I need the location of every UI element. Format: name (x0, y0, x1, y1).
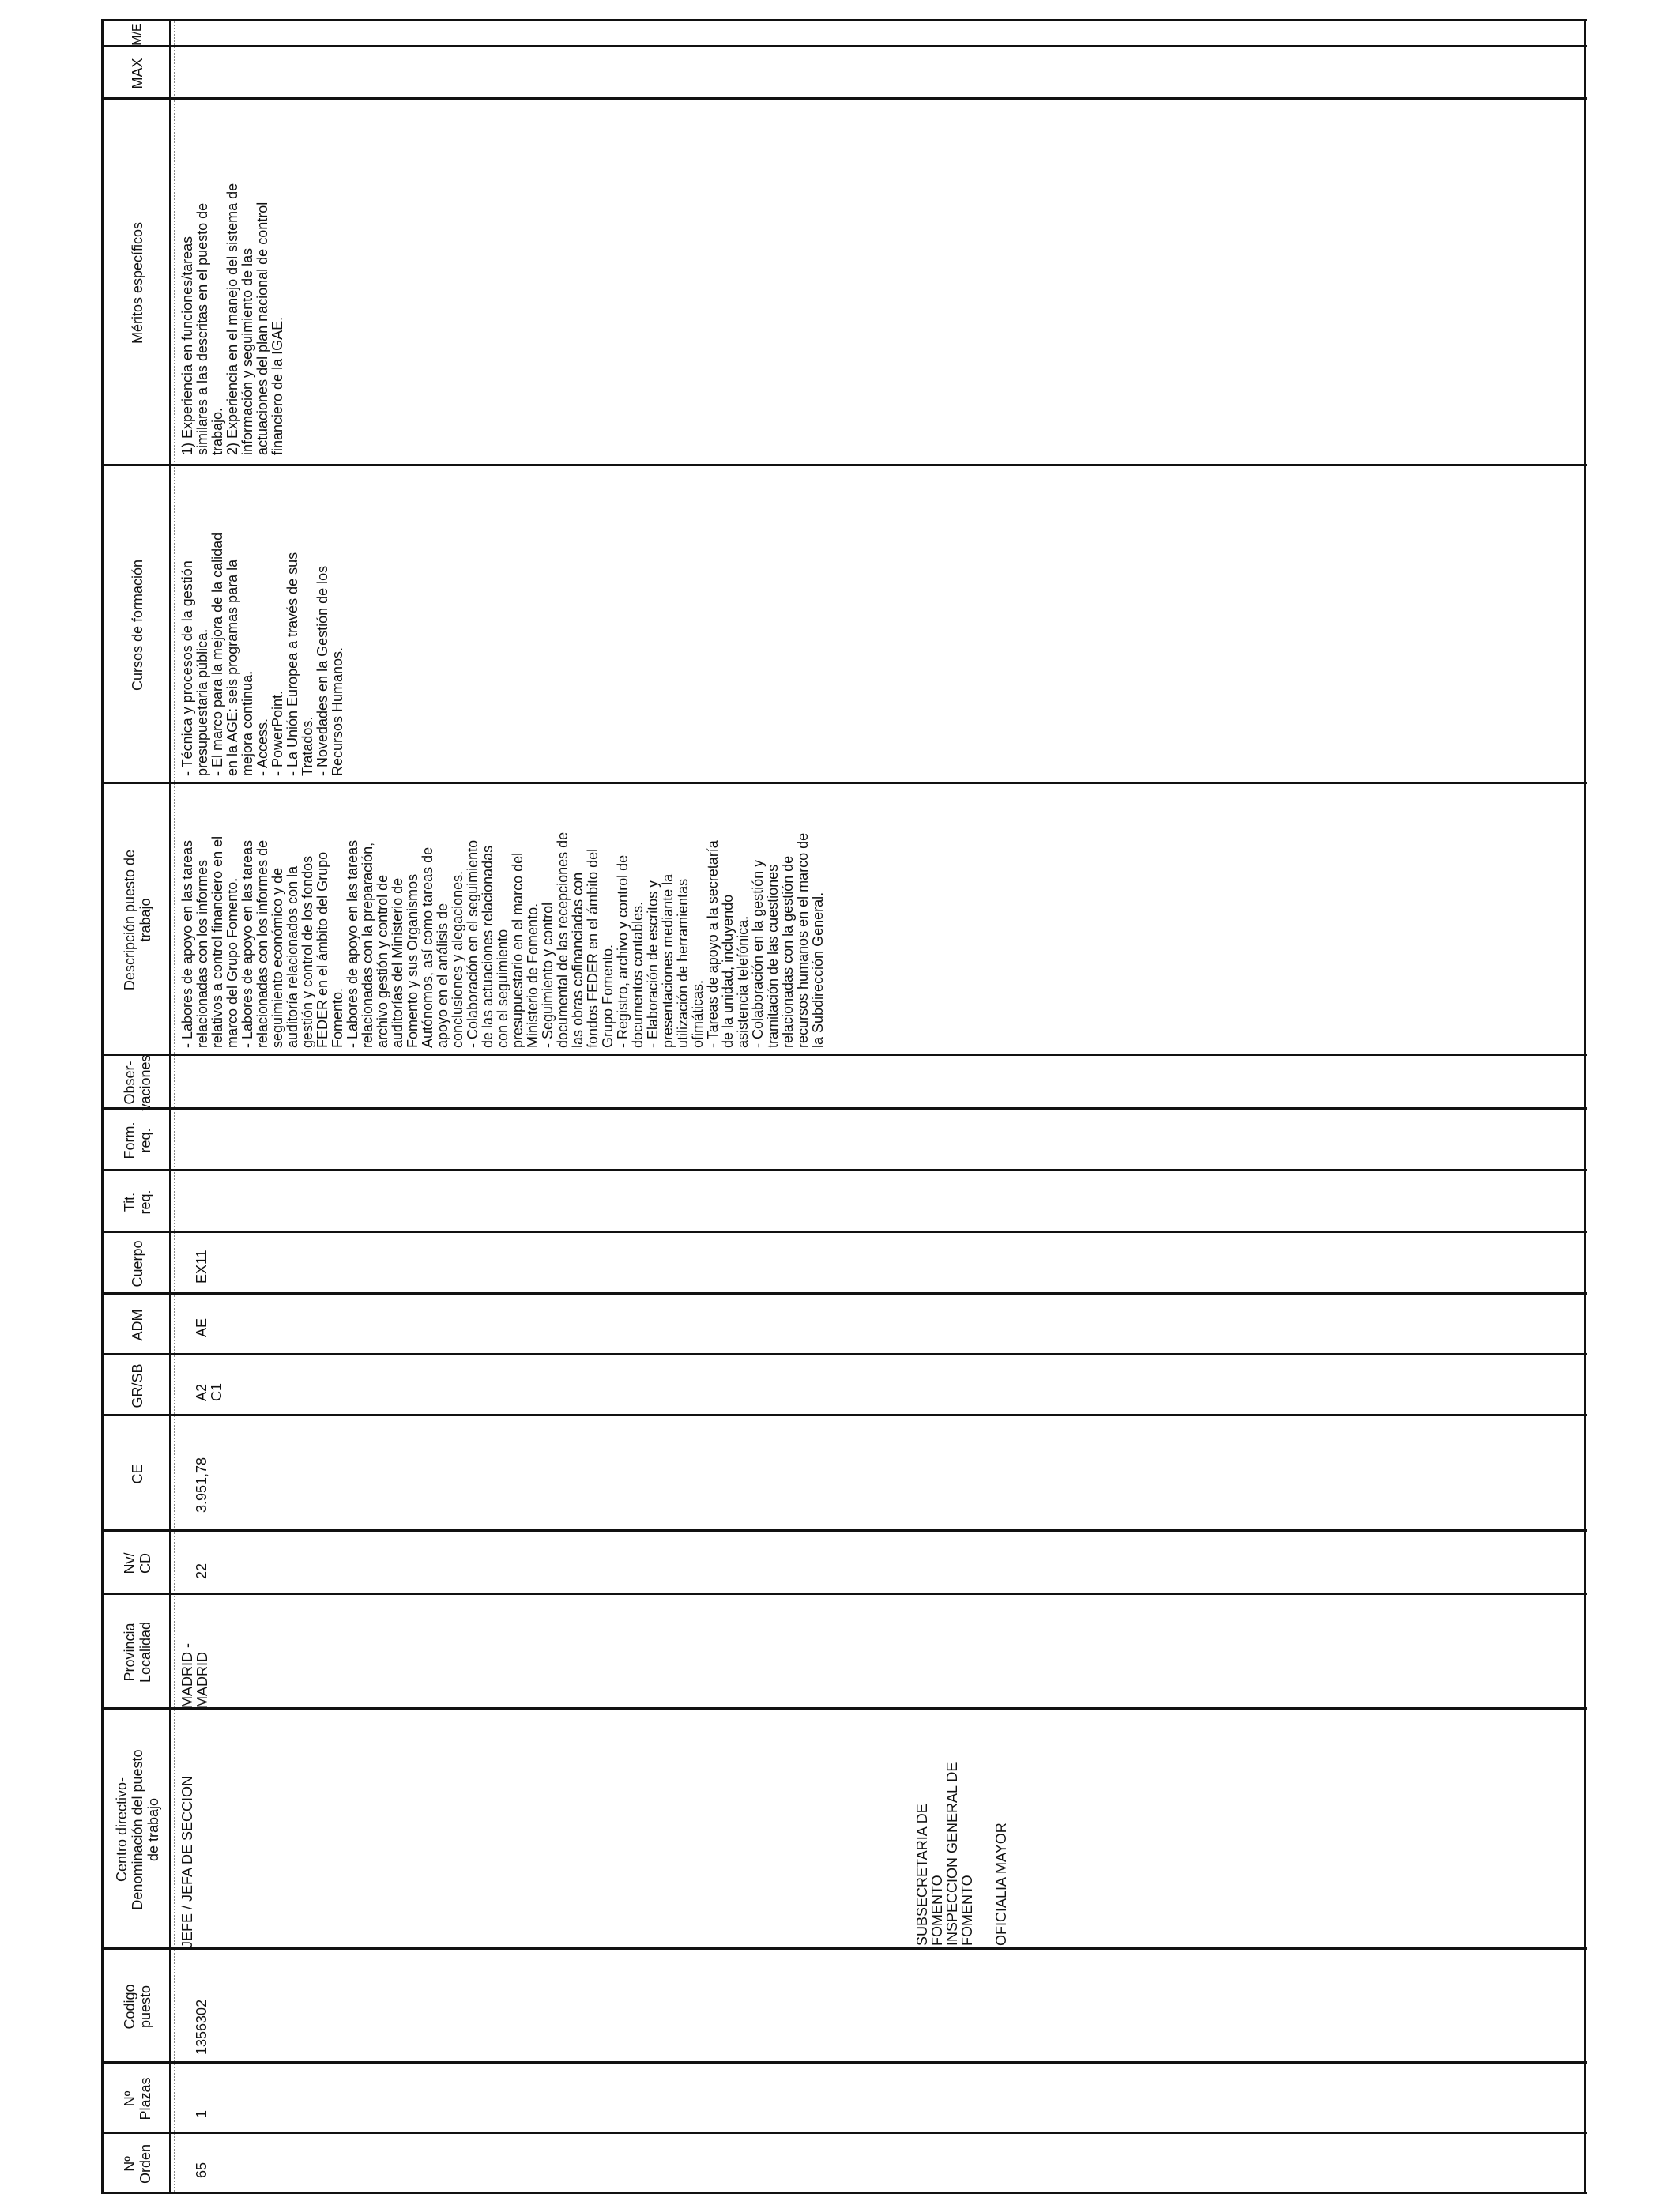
header-n-orden: Nº Orden (122, 2143, 153, 2185)
header-provincia-localidad: Provincia Localidad (122, 1621, 153, 1683)
header-codigo-puesto: Codigo puesto (122, 1984, 153, 2030)
rotated-table (101, 19, 1587, 2194)
cell-codigo-puesto: 1356302 (194, 1999, 209, 2055)
col-border (101, 1107, 1587, 1110)
header-meritos: Méritos específicos (130, 221, 145, 345)
header-descripcion: Descripción puesto de trabajo (122, 849, 153, 991)
col-border (101, 97, 1587, 100)
header-tit-req: Tit. req. (122, 1189, 153, 1215)
cell-nv-cd: 22 (194, 1563, 209, 1579)
cell-adm: AE (194, 1318, 209, 1337)
col-border (101, 19, 1587, 21)
cell-unidad: OFICIALIA MAYOR (993, 1823, 1009, 1946)
col-border (101, 1292, 1587, 1295)
cell-meritos: 1) Experiencia en funciones/tareas similares a las descritas en el puesto de trabajo. 2) Experiencia en el manejo del sistema de información y seguimiento de las actuaciones del plan nacional de control financiero de la IGAE. (179, 183, 285, 455)
table-frame-bottom (1584, 19, 1586, 2194)
header-me: M/E (130, 23, 144, 46)
header-observaciones: Obser- vaciones (122, 1054, 153, 1111)
header-cuerpo: Cuerpo (130, 1240, 145, 1287)
col-border (101, 45, 1587, 47)
col-border (101, 1353, 1587, 1355)
header-max: MAX (130, 58, 145, 89)
table-frame-top (101, 19, 104, 2194)
col-border (101, 1707, 1587, 1710)
col-border (101, 1593, 1587, 1595)
cell-cursos: - Técnica y procesos de la gestión presupuestaria pública. - El marco para la mejora de la calidad en la AGE: seis programas para la mejora continua. - Access. - PowerPoint. - La Unión Europea a través de sus Tratados. - Novedades en la Gestión de los Recursos Humanos. (179, 532, 345, 776)
header-n-plazas: Nº Plazas (122, 2077, 153, 2120)
col-border (101, 1169, 1587, 1171)
cell-n-plazas: 1 (194, 2109, 209, 2118)
header-nv-cd: Nv/ CD (122, 1552, 153, 1574)
col-border (101, 464, 1587, 466)
cell-centro-directivo: SUBSECRETARIA DE FOMENTO INSPECCION GENERAL DE FOMENTO (914, 1762, 975, 1946)
col-border (101, 2061, 1587, 2064)
header-centro-directivo: Centro directivo- Denominación del puesto de trabajo (114, 1749, 161, 1910)
col-border (101, 1947, 1587, 1950)
col-border (101, 782, 1587, 784)
col-border (101, 1231, 1587, 1233)
cell-ce: 3.951,78 (194, 1457, 209, 1513)
header-cursos: Cursos de formación (130, 559, 145, 692)
col-border (101, 1529, 1587, 1532)
dotted-separator (174, 19, 175, 2194)
cell-cuerpo: EX11 (194, 1250, 209, 1284)
col-border (101, 1414, 1587, 1416)
cell-denominacion: JEFE / JEFA DE SECCION (179, 1775, 195, 1948)
header-form-req: Form. req. (122, 1122, 153, 1159)
col-border (101, 2132, 1587, 2134)
header-adm: ADM (130, 1309, 145, 1341)
col-border (101, 1054, 1587, 1056)
header-gr-sb: GR/SB (130, 1363, 145, 1408)
cell-gr-sb: A2 C1 (194, 1382, 224, 1401)
header-ce: CE (130, 1464, 145, 1484)
cell-descripcion: - Labores de apoyo en las tareas relacionadas con los informes relativos a control financiero en el marco del Grupo Fomento. - Labores de apoyo en las tareas relacionadas con los informes de seguimiento económico y de auditoría relacionados con la gestión y control de los fondos FEDER en el ámbito del Grupo Fomento. - Labores de apoyo en las tareas relacionadas con la preparación, archivo gestión y control de auditorías del Ministerio de Fomento y sus Organismos Autónomos, así como tareas de apoyo en el análisis de conclusiones y alegaciones. - Colaboración en el seguimiento de las actuaciones relacionadas con el seguimiento presupuestario en el marco del Ministerio de Fomento. - Seguimiento y control documental de las recepciones de las obras cofinanciadas con fondos FEDER en el ámbito del Grupo Fomento. - Registro, archivo y control de documentos contables. - Elaboración de escritos y presentaciones mediante la utilización de herramientas ofimáticas. - Tareas de apoyo a la secretaría de la unidad, incluyendo asistencia telefónica. - Colaboración en la gestión y tramitación de las cuestiones relacionadas con la gestión de recursos humanos en el marco de la Subdirección General. (179, 831, 826, 1048)
cell-n-orden: 65 (194, 2162, 209, 2178)
cell-provincia-localidad: MADRID - MADRID (179, 1643, 210, 1708)
header-separator (169, 19, 171, 2194)
